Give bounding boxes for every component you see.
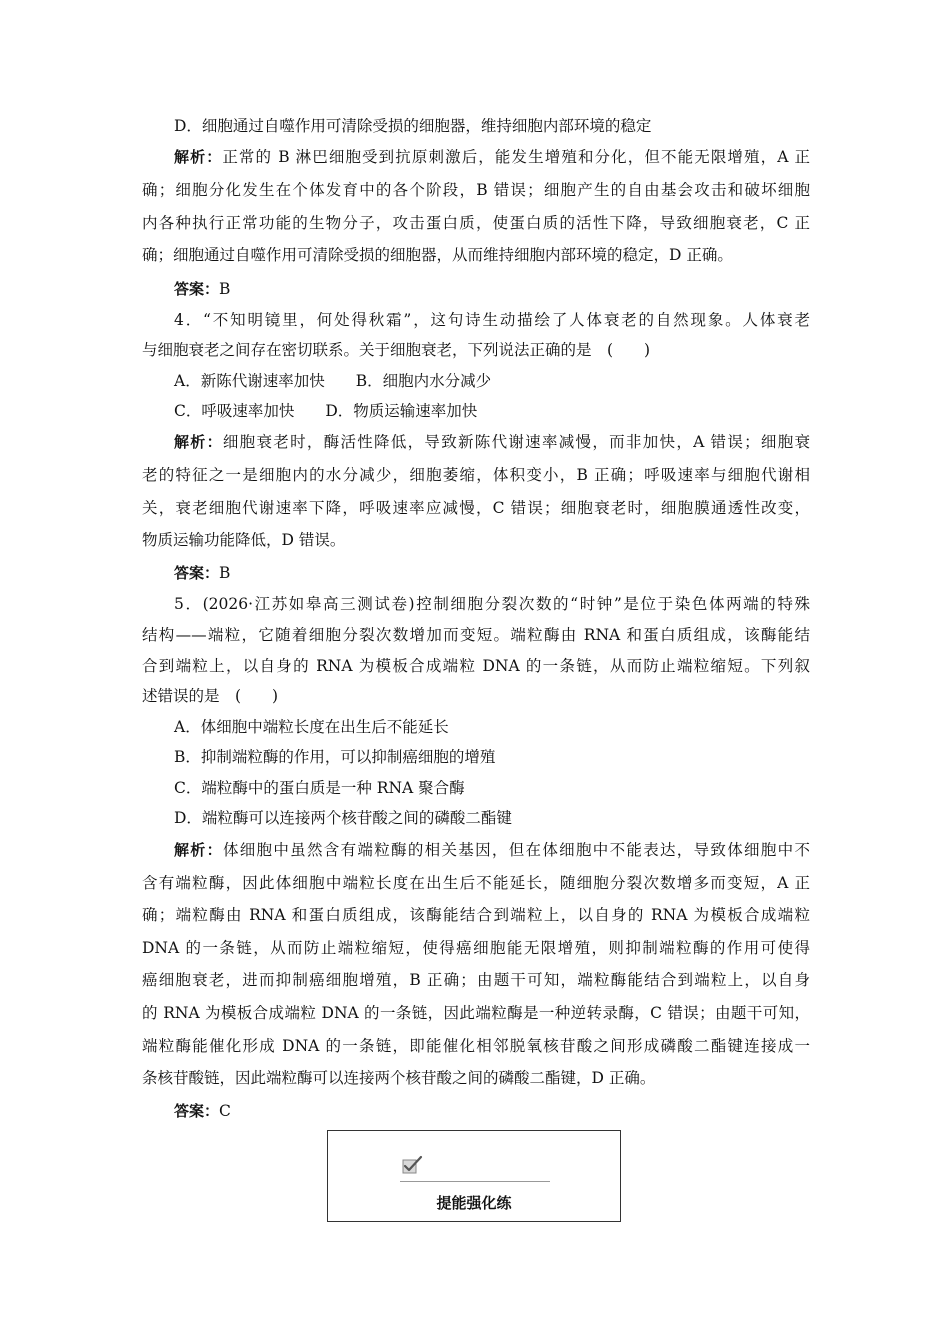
- section-heading-box: [327, 1130, 621, 1222]
- q4-analysis-line-1: 解析：细胞衰老时，酶活性降低，导致新陈代谢速率减慢，而非加快，A 错误；细胞衰: [174, 433, 810, 451]
- q5-answer: 答案：C: [174, 1102, 231, 1120]
- q5-stem-line-3: 合到端粒上，以自身的 RNA 为模板合成端粒 DNA 的一条链，从而防止端粒缩短。下列叙: [142, 657, 810, 675]
- q4-stem-line-1: 4．“不知明镜里，何处得秋霜”，这句诗生动描绘了人体衰老的自然现象。人体衰老: [174, 311, 810, 329]
- q5-option-a: A．体细胞中端粒长度在出生后不能延长: [174, 718, 449, 736]
- q3-analysis-line-2: 确；细胞分化发生在个体发育中的各个阶段，B 错误；细胞产生的自由基会攻击和破坏细胞: [142, 181, 810, 199]
- q5-stem-line-2: 结构——端粒，它随着细胞分裂次数增加而变短。端粒酶由 RNA 和蛋白质组成，该酶能结: [142, 626, 810, 644]
- q3-answer: 答案：B: [174, 280, 231, 298]
- q3-analysis-line-1: 解析：正常的 B 淋巴细胞受到抗原刺激后，能发生增殖和分化，但不能无限增殖，A 正: [174, 148, 810, 166]
- q5-analysis-line-5: 癌细胞衰老，进而抑制癌细胞增殖，B 正确；由题干可知，端粒酶能结合到端粒上，以自身: [142, 971, 810, 989]
- q5-analysis-line-3: 确；端粒酶由 RNA 和蛋白质组成，该酶能结合到端粒上，以自身的 RNA 为模板合成端粒: [142, 906, 810, 924]
- q3-answer-label: 答案：: [174, 280, 220, 298]
- q5-analysis-line-4: DNA 的一条链，从而防止端粒缩短，使得癌细胞能无限增殖，则抑制端粒酶的作用可使得: [142, 939, 810, 957]
- q5-analysis-line-7: 端粒酶能催化形成 DNA 的一条链，即能催化相邻脱氧核苷酸之间形成磷酸二酯键连接成一: [142, 1037, 810, 1055]
- q5-option-b: B．抑制端粒酶的作用，可以抑制癌细胞的增殖: [174, 748, 496, 766]
- q4-answer: 答案：B: [174, 564, 231, 582]
- q3-option-d: D．细胞通过自噬作用可清除受损的细胞器，维持细胞内部环境的稳定: [174, 117, 652, 135]
- q5-analysis-line-2: 含有端粒酶，因此体细胞中端粒长度在出生后不能延长，随细胞分裂次数增多而变短，A 正: [142, 874, 810, 892]
- q3-analysis-line-4: 确；细胞通过自噬作用可清除受损的细胞器，从而维持细胞内部环境的稳定，D 正确。: [142, 246, 733, 264]
- q5-stem-line-4: 述错误的是 ( ): [142, 687, 279, 705]
- q3-analysis-line-3: 内各种执行正常功能的生物分子，攻击蛋白质，使蛋白质的活性下降，导致细胞衰老，C 正: [142, 214, 810, 232]
- section-title: 提能强化练: [436, 1194, 512, 1212]
- q4-analysis-line-2: 老的特征之一是细胞内的水分减少，细胞萎缩，体积变小，B 正确；呼吸速率与细胞代谢相: [142, 466, 810, 484]
- q4-options-row-2: C．呼吸速率加快 D．物质运输速率加快: [174, 402, 478, 420]
- q4-analysis-line-3: 关，衰老细胞代谢速率下降，呼吸速率应减慢，C 错误；细胞衰老时，细胞膜通透性改变，: [142, 499, 810, 517]
- q5-option-d: D．端粒酶可以连接两个核苷酸之间的磷酸二酯键: [174, 809, 512, 827]
- q4-stem-line-2: 与细胞衰老之间存在密切联系。关于细胞衰老，下列说法正确的是 ( ): [142, 341, 651, 359]
- q5-analysis-line-8: 条核苷酸链，因此端粒酶可以连接两个核苷酸之间的磷酸二酯键，D 正确。: [142, 1069, 656, 1087]
- checkbox-check-icon: [402, 1155, 424, 1175]
- q5-answer-label: 答案：: [174, 1102, 220, 1120]
- q5-analysis-line-6: 的 RNA 为模板合成端粒 DNA 的一条链，因此端粒酶是一种逆转录酶，C 错误；由题干可知，: [142, 1004, 810, 1022]
- q5-analysis-label: 解析：: [174, 841, 223, 859]
- q5-option-c: C．端粒酶中的蛋白质是一种 RNA 聚合酶: [174, 779, 465, 797]
- q4-analysis-label: 解析：: [174, 433, 223, 451]
- q4-analysis-line-4: 物质运输功能降低，D 错误。: [142, 531, 346, 549]
- q4-answer-label: 答案：: [174, 564, 220, 582]
- q3-analysis-label: 解析：: [174, 148, 223, 166]
- q4-options-row-1: A．新陈代谢速率加快 B．细胞内水分减少: [174, 372, 492, 390]
- section-divider: [400, 1181, 550, 1182]
- q5-stem-line-1: 5．(2026·江苏如皋高三测试卷)控制细胞分裂次数的“时钟”是位于染色体两端的特殊: [174, 595, 810, 613]
- q5-analysis-line-1: 解析：体细胞中虽然含有端粒酶的相关基因，但在体细胞中不能表达，导致体细胞中不: [174, 841, 810, 859]
